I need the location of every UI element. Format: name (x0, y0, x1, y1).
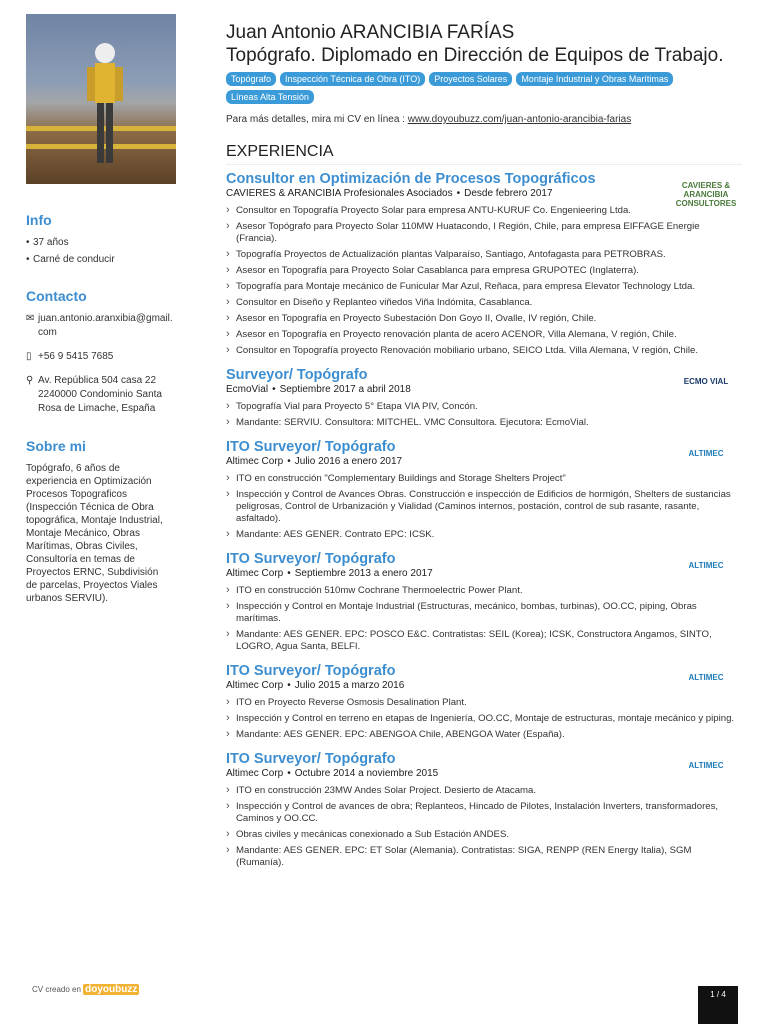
address-row (26, 374, 176, 416)
about-text: Topógrafo, 6 años de experiencia en Optimización Procesos Topograficos (Inspección Técnica de Obra topográfica, Montaje Industrial, Montaje Mecánico, Obras Marítimas, Obras Civiles, Consultoría en temas de Proyectos ERNC, Subdivisión de parcelas, Proyectos Viales urbanos SERVIU). (26, 463, 163, 604)
company-logo: ECMO VIAL (683, 377, 729, 386)
task-item: › Mandante: AES GENER. EPC: POSCO E&C. Contratistas: SEIL (Korea); ICSK, Constructora Angamos, SINTO, LOGRO, Agua Santa, BELFI. (226, 629, 742, 653)
info-title: Info (26, 212, 52, 228)
job-title: ITO Surveyor/ Topógrafo (226, 551, 396, 567)
main-content (226, 22, 742, 879)
task-item: › Mandante: AES GENER. EPC: ET Solar (Alemania). Contratistas: SIGA, RENPP (REN Energy Italia), SGM (Rumanía). (226, 845, 742, 869)
job-entry (226, 751, 742, 869)
separator-dot: • (287, 456, 291, 467)
phone-text: +56 9 5415 7685 (38, 351, 114, 362)
task-item: › Asesor en Topografía en Proyecto renovación planta de acero ACENOR, Villa Alemana, V región, Chile. (226, 329, 742, 341)
doyoubuzz-logo[interactable]: doyoubuzz (85, 984, 138, 995)
company-name: CAVIERES & ARANCIBIA Profesionales Asociados (226, 188, 453, 199)
job-meta (226, 568, 742, 579)
task-list (226, 401, 742, 429)
tag: Topógrafo (226, 72, 276, 86)
company-logo: ALTIMEC (688, 561, 724, 570)
email-text: juan.antonio.aranxibia@gmail.com (38, 313, 173, 338)
job-title: ITO Surveyor/ Topógrafo (226, 751, 396, 767)
address-text: Av. República 504 casa 22 2240000 Condominio Santa Rosa de Limache, España (38, 375, 162, 414)
job-title: ITO Surveyor/ Topógrafo (226, 439, 396, 455)
envelope-icon: ✉ (26, 313, 35, 324)
map-pin-icon: ⚲ (26, 375, 34, 386)
task-item: › Mandante: AES GENER. EPC: ABENGOA Chile, ABENGOA Water (España). (226, 729, 742, 741)
job-meta (226, 768, 742, 779)
sidebar (26, 14, 176, 605)
task-item: › Mandante: SERVIU. Consultora: MITCHEL. VMC Consultora. Ejecutora: EcmoVial. (226, 417, 742, 429)
job-title: ITO Surveyor/ Topógrafo (226, 663, 396, 679)
experience-title: EXPERIENCIA (226, 143, 742, 165)
job-entry (226, 171, 742, 357)
job-meta (226, 456, 742, 467)
tag: Líneas Alta Tensión (226, 90, 314, 104)
company-name: Altimec Corp (226, 568, 284, 579)
company-logo: ALTIMEC (688, 761, 724, 770)
tag: Montaje Industrial y Obras Marítimas (516, 72, 673, 86)
task-item: › Inspección y Control en terreno en etapas de Ingeniería, OO.CC, Montaje de estructuras, montaje mecánico y piping. (226, 713, 742, 725)
tag: Proyectos Solares (429, 72, 512, 86)
job-meta (226, 384, 742, 395)
task-item: › Consultor en Topografía proyecto Renovación mobiliario urbano, SEICO Ltda. Villa Alemana, V región, Chile. (226, 345, 742, 357)
job-entry (226, 551, 742, 653)
person-silhouette (81, 39, 129, 179)
separator-dot: • (287, 680, 291, 691)
task-list (226, 585, 742, 653)
job-list (226, 171, 742, 869)
company-name: Altimec Corp (226, 456, 284, 467)
job-meta (226, 188, 742, 199)
task-list (226, 473, 742, 541)
task-item: › Inspección y Control en Montaje Industrial (Estructuras, mecánico, bombas, turbinas), OO.CC, piping, Obras marítimas. (226, 601, 742, 625)
task-item: › Inspección y Control de Avances Obras. Construcción e inspección de Edificios de hormigón, Shelters de sustancias peligrosas, Control de Urbanización y Vialidad (Caminos internos, postación, control de sub rasante, rasante, asfaltado). (226, 489, 742, 525)
job-period: Julio 2015 a marzo 2016 (294, 680, 405, 691)
company-name: Altimec Corp (226, 768, 284, 779)
job-period: Desde febrero 2017 (464, 188, 553, 199)
task-list (226, 785, 742, 869)
task-item: › ITO en construcción 23MW Andes Solar Project. Desierto de Atacama. (226, 785, 742, 797)
phone-icon: ▯ (26, 351, 32, 362)
contact-section (26, 288, 176, 416)
company-name: EcmoVial (226, 384, 269, 395)
job-meta (226, 680, 742, 691)
info-item: • 37 años (26, 237, 69, 248)
about-section (26, 438, 176, 605)
task-item: › Consultor en Topografía Proyecto Solar para empresa ANTU-KURUF Co. Engenieering Ltda. (226, 205, 742, 217)
task-item: › Inspección y Control de avances de obra; Replanteos, Hincado de Pilotes, Instalación Inverters, transformadores, Caminos y OO.CC. (226, 801, 742, 825)
info-item: • Carné de conducir (26, 254, 115, 265)
separator-dot: • (272, 384, 276, 395)
phone-row[interactable] (26, 350, 176, 364)
task-item: › Asesor Topógrafo para Proyecto Solar 110MW Huatacondo, I Región, Chile, para empresa EIFFAGE Energie (Francia). (226, 221, 742, 245)
task-item: › ITO en construcción 510mw Cochrane Thermoelectric Power Plant. (226, 585, 742, 597)
job-period: Julio 2016 a enero 2017 (294, 456, 403, 467)
job-entry (226, 663, 742, 741)
task-item: › Consultor en Diseño y Replanteo viñedos Viña Indómita, Casablanca. (226, 297, 742, 309)
company-logo: ALTIMEC (688, 449, 724, 458)
task-item: › Topografía Proyectos de Actualización plantas Valparaíso, Santiago, Antofagasta para PETROBRAS. (226, 249, 742, 261)
task-item: › Asesor en Topografía en Proyecto Subestación Don Goyo II, Ovalle, IV región, Chile. (226, 313, 742, 325)
separator-dot: • (456, 188, 461, 199)
task-list (226, 697, 742, 741)
company-name: Altimec Corp (226, 680, 284, 691)
online-cv-link[interactable]: www.doyoubuzz.com/juan-antonio-arancibia-farias (407, 114, 632, 125)
task-item: › Obras civiles y mecánicas conexionado a Sub Estación ANDES. (226, 829, 742, 841)
email-row[interactable] (26, 312, 176, 340)
info-section (26, 212, 176, 266)
page-number: 1 / 4 (698, 986, 738, 1024)
task-item: › Topografía para Montaje mecánico de Funicular Mar Azul, Reñaca, para empresa Elevator Technology Ltda. (226, 281, 742, 293)
separator-dot: • (287, 568, 291, 579)
task-item: › ITO en construcción "Complementary Buildings and Storage Shelters Project" (226, 473, 742, 485)
credit-text: CV creado en (32, 985, 81, 994)
separator-dot: • (287, 768, 291, 779)
task-item: › Topografía Vial para Proyecto 5° Etapa VIA PIV, Concón. (226, 401, 742, 413)
contact-title: Contacto (26, 288, 87, 304)
headline: Topógrafo. Diplomado en Dirección de Equipos de Trabajo. (226, 45, 724, 66)
footer-credit (32, 984, 139, 995)
job-period: Octubre 2014 a noviembre 2015 (294, 768, 439, 779)
task-item: › Asesor en Topografía para Proyecto Solar Casablanca para empresa GRUPOTEC (Inglaterra). (226, 265, 742, 277)
online-cv-note: Para más detalles, mira mi CV en línea : www.doyoubuzz.com/juan-antonio-arancibia-farias (226, 114, 632, 125)
profile-photo (26, 14, 176, 184)
tag: Inspección Técnica de Obra (ITO) (280, 72, 425, 86)
about-title: Sobre mi (26, 438, 86, 454)
task-item: › Mandante: AES GENER. Contrato EPC: ICSK. (226, 529, 742, 541)
tag-list (226, 72, 742, 104)
job-title: Surveyor/ Topógrafo (226, 367, 368, 383)
company-logo: ALTIMEC (688, 673, 724, 682)
candidate-name: Juan Antonio ARANCIBIA FARÍAS (226, 22, 515, 43)
info-list (26, 236, 176, 266)
job-period: Septiembre 2017 a abril 2018 (279, 384, 411, 395)
job-entry (226, 367, 742, 429)
task-list (226, 205, 742, 357)
job-entry (226, 439, 742, 541)
job-title: Consultor en Optimización de Procesos Topográficos (226, 171, 596, 187)
job-period: Septiembre 2013 a enero 2017 (294, 568, 433, 579)
company-logo: CAVIERES & ARANCIBIA CONSULTORES (675, 181, 737, 208)
task-item: › ITO en Proyecto Reverse Osmosis Desalination Plant. (226, 697, 742, 709)
